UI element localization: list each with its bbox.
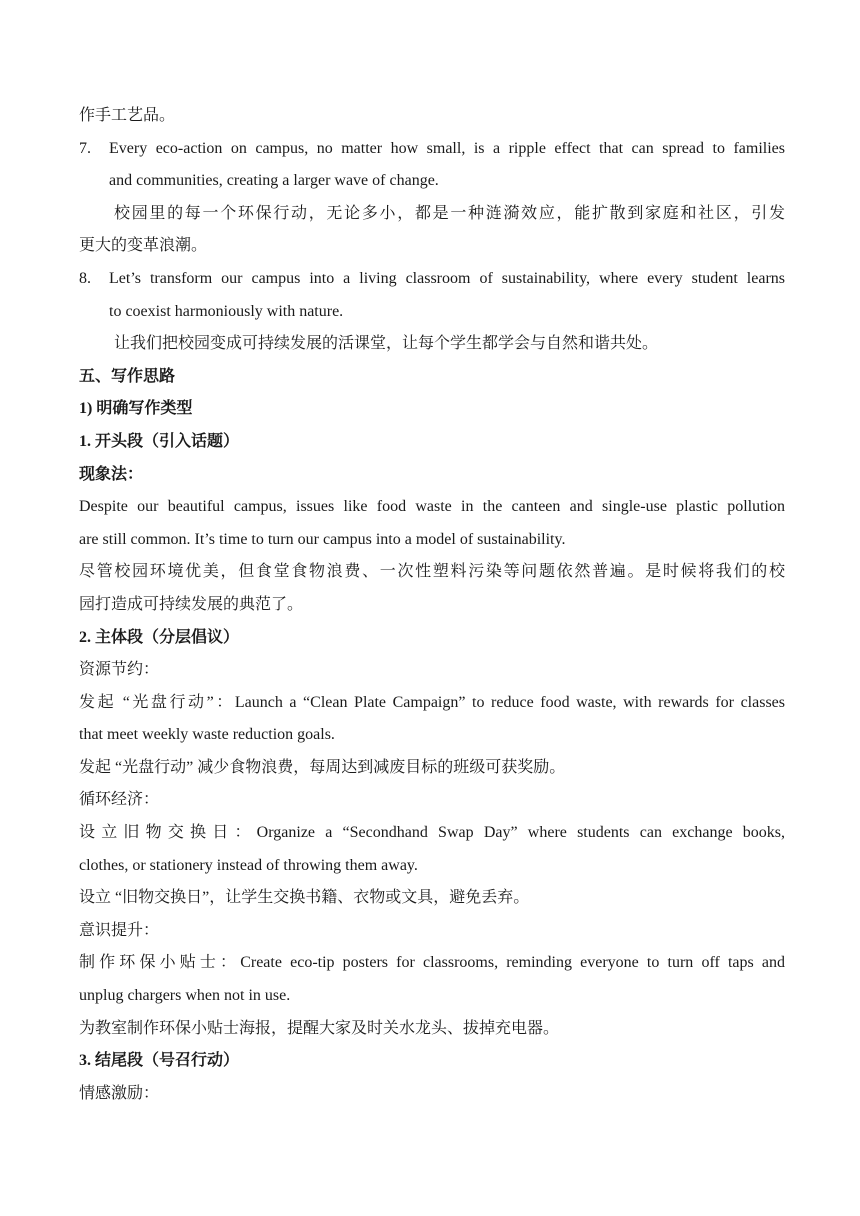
text-line: are still common. It’s time to turn our campus into a model of sustainability. xyxy=(79,530,566,548)
text-line: to coexist harmoniously with nature. xyxy=(109,302,344,320)
text-line: 发起 “光盘行动”：Launch a “Clean Plate Campaign” to reduce food waste, with rewards for classes xyxy=(79,693,785,711)
category-label: 循环经济： xyxy=(79,791,160,809)
category-label: 资源节约： xyxy=(79,661,160,679)
translation-line: 园打造成可持续发展的典范了。 xyxy=(79,595,304,613)
translation-line: 尽管校园环境优美，但食堂食物浪费、一次性塑料污染等问题依然普遍。是时候将我们的校 xyxy=(79,563,785,581)
list-item-8 xyxy=(79,263,785,328)
text-line: and communities, creating a larger wave of change. xyxy=(109,172,439,190)
category-label: 意识提升： xyxy=(79,921,160,939)
list-item-7 xyxy=(79,133,785,198)
text-line: unplug chargers when not in use. xyxy=(79,987,291,1005)
document-page xyxy=(79,100,785,1110)
translation-line: 校园里的每一个环保行动，无论多小，都是一种涟漪效应，能扩散到家庭和社区，引发 xyxy=(114,204,785,222)
text-line: Let’s transform our campus into a living classroom of sustainability, where every student learns xyxy=(109,269,785,287)
paragraph-heading: 1. 开头段（引入话题） xyxy=(79,432,240,450)
section-heading: 五、写作思路 xyxy=(79,367,176,385)
method-label: 现象法： xyxy=(79,465,144,483)
category-label: 情感激励： xyxy=(79,1084,160,1102)
paragraph-heading: 3. 结尾段（号召行动） xyxy=(79,1052,240,1070)
translation-line: 让我们把校园变成可持续发展的活课堂，让每个学生都学会与自然和谐共处。 xyxy=(114,335,659,353)
list-number: 7. xyxy=(79,139,91,157)
text-line: 作手工艺品。 xyxy=(79,107,176,124)
translation-line: 设立 “旧物交换日”，让学生交换书籍、衣物或文具，避免丢弃。 xyxy=(79,889,530,907)
translation-line: 为教室制作环保小贴士海报，提醒大家及时关水龙头、拔掉充电器。 xyxy=(79,1019,560,1037)
paragraph-heading: 2. 主体段（分层倡议） xyxy=(79,628,240,646)
text-line: Every eco-action on campus, no matter how small, is a ripple effect that can spread to families xyxy=(109,139,785,157)
text-line: 制作环保小贴士：Create eco-tip posters for classrooms, reminding everyone to turn off taps and xyxy=(79,954,785,972)
text-line: 设立旧物交换日：Organize a “Secondhand Swap Day” where students can exchange books, xyxy=(79,824,785,842)
text-line: clothes, or stationery instead of throwing them away. xyxy=(79,856,418,874)
translation-line: 更大的变革浪潮。 xyxy=(79,237,208,255)
subsection-heading: 1) 明确写作类型 xyxy=(79,400,193,418)
translation-line: 发起 “光盘行动” 减少食物浪费，每周达到减废目标的班级可获奖励。 xyxy=(79,758,566,776)
text-line: that meet weekly waste reduction goals. xyxy=(79,726,335,744)
list-number: 8. xyxy=(79,269,91,287)
text-line: Despite our beautiful campus, issues like food waste in the canteen and single-use plastic pollution xyxy=(79,498,785,516)
